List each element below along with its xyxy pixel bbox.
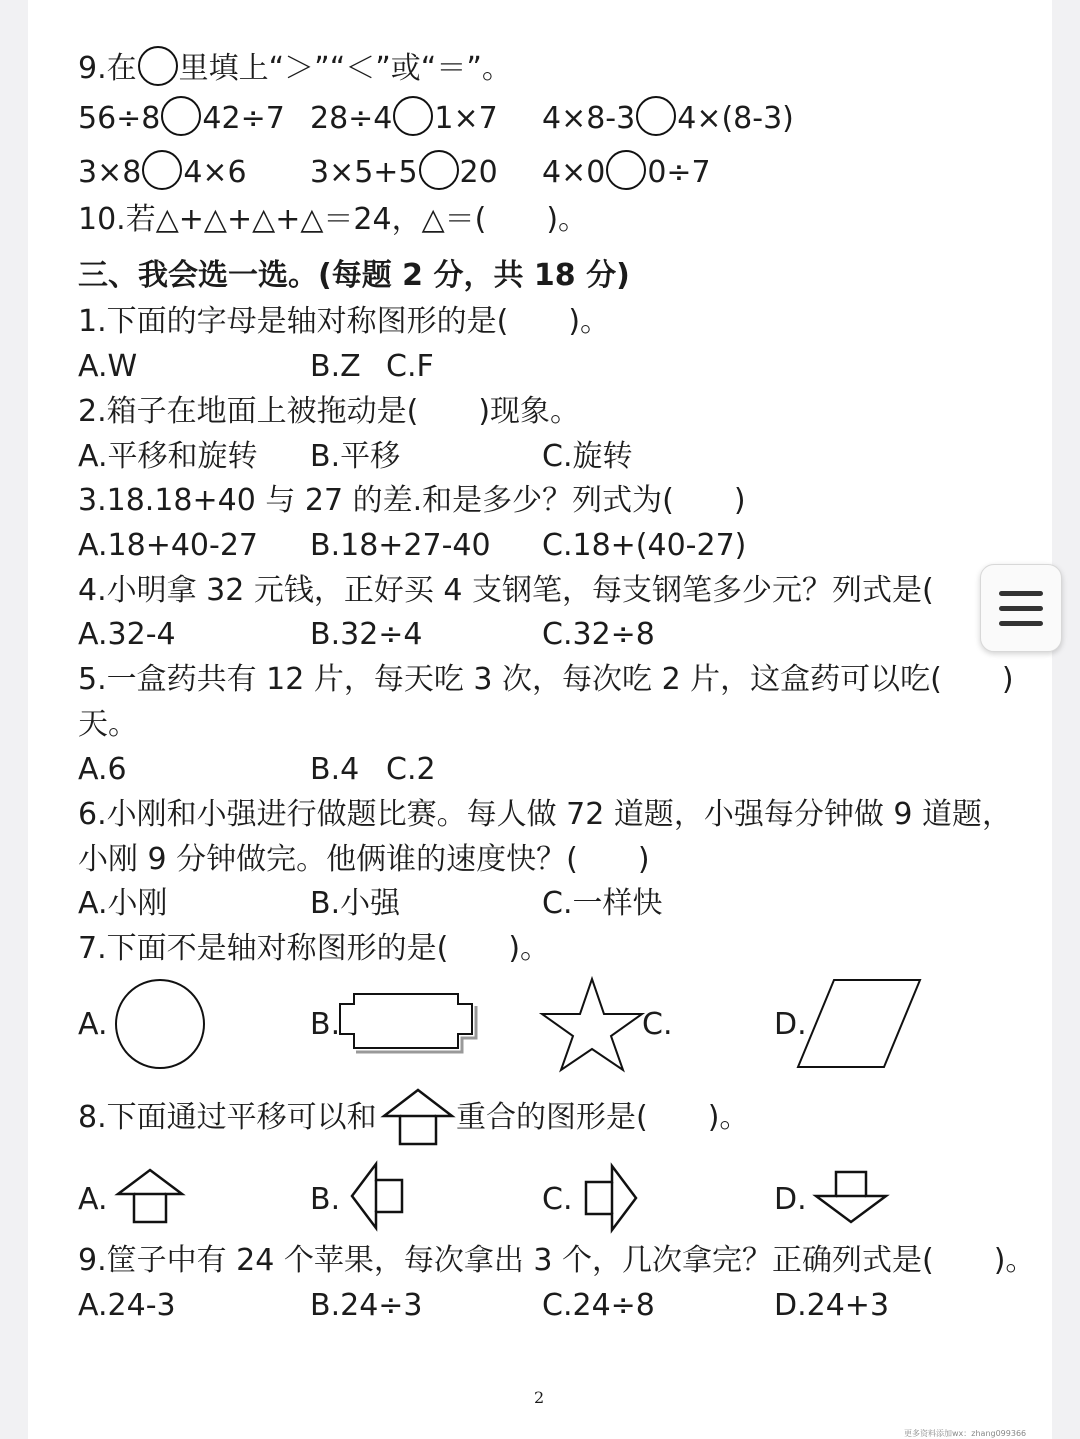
q3-option-b: B.18+27-40 [310, 528, 491, 563]
q8-option-a-label: A. [78, 1182, 108, 1217]
q2-option-b: B.平移 [310, 439, 401, 474]
choice-q9: 9.筐子中有 24 个苹果，每次拿出 3 个，几次拿完？正确列式是( )。 [78, 1243, 1036, 1278]
compare-4: 3×8 4×6 [78, 150, 247, 193]
blank-circle [419, 150, 459, 190]
choice-q2: 2.箱子在地面上被拖动是( )现象。 [78, 394, 581, 429]
q2-option-a: A.平移和旋转 [78, 439, 258, 474]
compare-3: 4×8-3 4×(8-3) [542, 96, 794, 139]
left-arrow-shape [350, 1160, 406, 1232]
q7-option-c-label: C. [642, 1007, 673, 1042]
q9-option-b: B.24÷3 [310, 1288, 423, 1323]
down-arrow-shape [814, 1168, 890, 1226]
q1-option-b: B.Z [310, 349, 361, 384]
blank-circle [636, 96, 676, 136]
q2-option-c: C.旋转 [542, 439, 633, 474]
q7-option-b-label: B. [310, 1007, 341, 1042]
notched-rectangle-shape [336, 990, 482, 1056]
house-arrow-reference-icon [380, 1088, 456, 1148]
q9-option-a: A.24-3 [78, 1288, 176, 1323]
watermark-text: 更多资料添加wx：zhang099366 [904, 1429, 1027, 1438]
blank-circle [393, 96, 433, 136]
q1-option-a: A.W [78, 349, 138, 384]
choice-q1: 1.下面的字母是轴对称图形的是( )。 [78, 304, 611, 339]
compare-1: 56÷8 42÷7 [78, 96, 285, 139]
page-number: 2 [534, 1388, 545, 1407]
q5-option-a: A.6 [78, 752, 127, 787]
q8-option-d-label: D. [774, 1182, 807, 1217]
q8-option-c-label: C. [542, 1182, 573, 1217]
choice-q5: 5.一盒药共有 12 片，每天吃 3 次，每次吃 2 片，这盒药可以吃( ) [78, 662, 1014, 697]
up-arrow-shape [114, 1168, 186, 1226]
blank-circle [138, 46, 178, 86]
q4-option-c: C.32÷8 [542, 617, 655, 652]
section-3-heading: 三、我会选一选。(每题 2 分，共 18 分) [78, 258, 630, 293]
q4-option-b: B.32÷4 [310, 617, 423, 652]
q9-title: 9.在 里填上“＞”“＜”或“＝”。 [78, 46, 512, 89]
q6-option-a: A.小刚 [78, 886, 168, 921]
q4-option-a: A.32-4 [78, 617, 176, 652]
blank-circle [161, 96, 201, 136]
choice-q6: 6.小刚和小强进行做题比赛。每人做 72 道题，小强每分钟做 9 道题， [78, 797, 1013, 832]
q6-option-b: B.小强 [310, 886, 401, 921]
blank-circle [606, 150, 646, 190]
q3-option-c: C.18+(40-27) [542, 528, 747, 563]
q7-option-d-label: D. [774, 1007, 807, 1042]
q9-option-d: D.24+3 [774, 1288, 890, 1323]
q9-option-c: C.24÷8 [542, 1288, 655, 1323]
blank-circle [142, 150, 182, 190]
compare-6: 4×0 0÷7 [542, 150, 711, 193]
choice-q6-cont: 小刚 9 分钟做完。他俩谁的速度快？( ) [78, 842, 650, 877]
q7-option-a-label: A. [78, 1007, 108, 1042]
q1-option-c: C.F [386, 349, 434, 384]
floating-menu-button[interactable] [980, 564, 1062, 652]
circle-shape [114, 978, 208, 1070]
hamburger-menu-icon [999, 591, 1043, 596]
choice-q8-a: 8.下面通过平移可以和 [78, 1100, 377, 1135]
star-shape [540, 976, 644, 1072]
q8-option-b-label: B. [310, 1182, 341, 1217]
compare-5: 3×5+5 20 [310, 150, 498, 193]
parallelogram-shape [796, 978, 924, 1070]
q5-option-b: B.4 [310, 752, 360, 787]
q3-option-a: A.18+40-27 [78, 528, 259, 563]
question-10: 10.若△+△+△+△＝24，△＝( )。 [78, 202, 589, 237]
right-arrow-shape [582, 1162, 640, 1234]
choice-q5-cont: 天。 [78, 707, 138, 742]
choice-q8-b: 重合的图形是( )。 [456, 1100, 750, 1135]
q5-option-c: C.2 [386, 752, 436, 787]
q6-option-c: C.一样快 [542, 886, 663, 921]
compare-2: 28÷4 1×7 [310, 96, 498, 139]
choice-q4: 4.小明拿 32 元钱，正好买 4 支钢笔，每支钢笔多少元？列式是( [78, 573, 934, 608]
choice-q3: 3.18.18+40 与 27 的差.和是多少？列式为( ) [78, 483, 746, 518]
choice-q7: 7.下面不是轴对称图形的是( )。 [78, 931, 551, 966]
